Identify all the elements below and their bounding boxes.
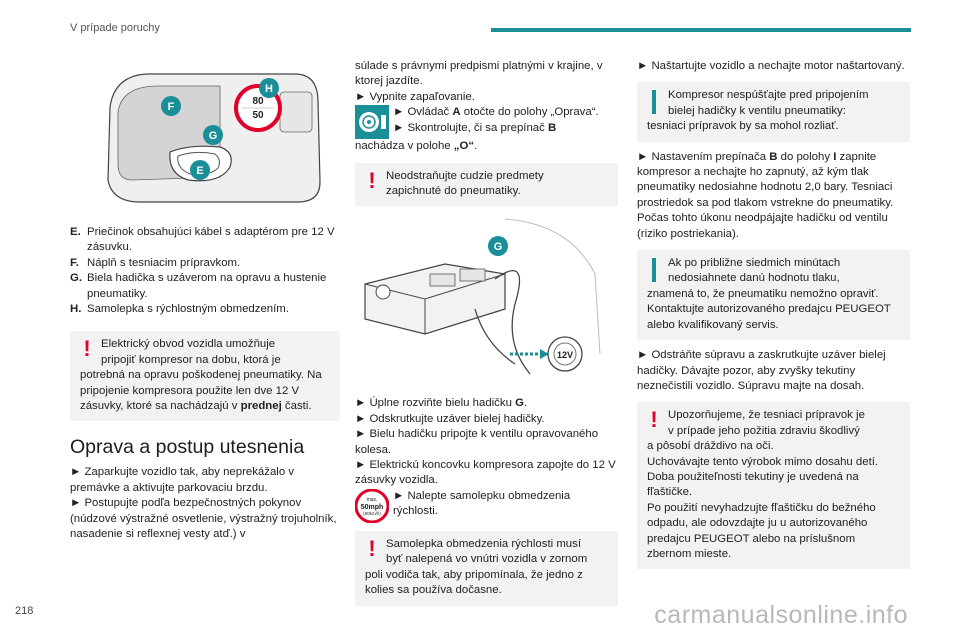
text-bold: I: [833, 150, 837, 163]
legend-list: [70, 225, 340, 317]
text-bold: B: [769, 150, 778, 163]
legend-item-h: [70, 302, 340, 317]
warning-text-line: Neodstraňujte cudzie predmety: [386, 169, 544, 182]
text-part: ► Ovládač: [393, 106, 453, 119]
section-title: Oprava a postup utesnenia: [70, 436, 305, 459]
warning-text-part: potrebná na opravu poškodenej pneumatiky. Na pripojenie kompresora použite len dve 12 V zásuvky, ktoré sa nachádzajú v: [80, 369, 322, 413]
sticker-kmh: (80km/h): [363, 510, 381, 516]
label-h: H: [265, 83, 273, 95]
step-start-engine: ► Naštartujte vozidlo a nechajte motor naštartovaný.: [637, 60, 905, 72]
text-part: ► Úplne rozviňte bielu hadičku: [355, 397, 516, 410]
legend-text: Priečinok obsahujúci kábel s adaptérom pre 12 V zásuvku.: [87, 226, 335, 254]
text-bold: „O“: [453, 140, 475, 153]
legend-key: G.: [70, 272, 83, 285]
warning-box-sticker: [355, 531, 618, 606]
repair-kit-illustration: [70, 52, 340, 217]
legend-item-f: [70, 256, 340, 271]
switch-step: [393, 121, 599, 136]
text-bold: B: [548, 121, 557, 134]
warning-text-part: časti.: [281, 400, 312, 413]
header-accent-bar: [491, 28, 911, 32]
warning-text: Po použití nevyhadzujte fľaštičku do bežného odpadu, ale odovzdajte ju u autorizovaného predajcu PEUGEOT alebo na príslušnom zbernom mieste.: [647, 501, 876, 560]
running-header: V prípade poruchy: [70, 22, 160, 34]
text-bold: A: [452, 106, 461, 119]
sticker-max: max.: [366, 496, 378, 503]
column-1: [70, 52, 340, 543]
info-text-line: bielej hadičky k ventilu pneumatiky:: [668, 104, 846, 117]
warning-text-line: zapichnuté do pneumatiky.: [386, 185, 521, 198]
sticker-step: [355, 489, 618, 523]
sticker-top-text: 80: [252, 96, 264, 107]
legend-item-g: [70, 271, 340, 302]
repair-kit-drawing: [70, 52, 340, 217]
info-icon: [645, 257, 663, 281]
warning-icon: !: [650, 407, 658, 433]
dial-step: [393, 105, 599, 120]
legend-key: H.: [70, 303, 82, 316]
warning-icon: !: [368, 167, 376, 193]
info-text-line: Ak po približne siedmich minútach: [668, 257, 841, 270]
info-box-compressor: [637, 82, 910, 141]
label-f: F: [167, 101, 175, 113]
step-unroll-hose: [355, 396, 618, 411]
warning-text: [80, 368, 330, 414]
warning-icon: !: [83, 336, 91, 362]
warning-text: Doba použiteľnosti tekutiny je uvedená na fľaštičke.: [647, 470, 859, 499]
warning-text-bold: prednej: [240, 400, 282, 413]
step-connect-valve: ► Bielu hadičku pripojte k ventilu opravovaného kolesa.: [355, 428, 599, 456]
text-part: .: [523, 397, 528, 410]
legend-text: Samolepka s rýchlostným obmedzením.: [87, 303, 289, 316]
label-g: G: [208, 130, 218, 142]
warning-text: Uchovávajte tento výrobok mimo dosahu detí.: [647, 455, 879, 468]
warning-box-electrical: [70, 331, 340, 421]
info-icon: [645, 89, 663, 113]
warning-text-line: Elektrický obvod vozidla umožňuje: [101, 338, 276, 351]
warning-box-sealant: [637, 402, 910, 569]
warning-text: a pôsobí dráždivo na oči.: [647, 440, 774, 453]
info-box-pressure: [637, 250, 910, 340]
step-unscrew-cap: ► Odskrutkujte uzáver bielej hadičky.: [355, 412, 545, 425]
page-number: 218: [15, 605, 34, 617]
text-part: .: [474, 140, 478, 153]
text-part: do polohy: [777, 150, 834, 163]
text-part: nachádza v polohe: [355, 140, 454, 153]
warning-text-line: Upozorňujeme, že tesniaci prípravok je: [668, 409, 865, 422]
legend-text: Biela hadička s uzáverom na opravu a hustenie pneumatiky.: [87, 272, 327, 300]
text-bold: G: [515, 397, 524, 410]
compressor-connection-illustration: [355, 214, 618, 392]
warning-text: poli vodiča tak, aby pripomínala, že jedno z kolies sa používa dočasne.: [365, 568, 583, 597]
label-g: G: [493, 241, 503, 254]
controls-text: [393, 105, 599, 136]
warning-text-line: v prípade jeho požitia zdraviu škodlivý: [668, 424, 860, 437]
step-ignition: ► Vypnite zapaľovanie.: [355, 90, 475, 103]
label-e: E: [196, 165, 204, 177]
sticker-bottom-text: 50: [252, 110, 264, 121]
legend-key: F.: [70, 256, 79, 269]
warning-text-line: byť nalepená vo vnútri vozidla v zornom: [386, 553, 588, 566]
text-part: ► Nastavením prepínača: [637, 150, 770, 163]
warning-text-line: Samolepka obmedzenia rýchlosti musí: [386, 537, 581, 550]
compressor-dial-icon: [355, 105, 389, 139]
text-part: zapnite kompresor a nechajte ho zapnutý, až kým tlak pneumatiky nedosiahne hodnotu 2,0 bary. Tesniaci prostriedok sa pod tlakom vstrekne do pneumatiky. Počas tohto úkonu neodpájajte hadičku od ventilu (riziko postriekania).: [637, 150, 894, 240]
continued-text: súlade s právnymi predpismi platnými v krajine, v ktorej jazdíte.: [355, 60, 603, 88]
step-park: ► Zaparkujte vozidlo tak, aby neprekážalo v premávke a aktivujte parkovaciu brzdu.: [70, 466, 295, 494]
info-text: tesniaci prípravok by sa mohol rozliať.: [647, 120, 839, 133]
legend-text: Náplň s tesniacim prípravkom.: [87, 256, 241, 269]
info-text: znamená to, že pneumatiku nemožno opraviť. Kontaktujte autorizovaného predajcu PEUGEOT alebo kvalifikovaný servis.: [647, 287, 891, 331]
compressor-controls-step: [355, 105, 618, 139]
info-text-line: nedosiahnete danú hodnotu tlaku,: [668, 272, 840, 285]
sticker-mph: 50mph: [360, 503, 384, 511]
step-switch-on: [637, 150, 910, 242]
socket-label: 12V: [556, 350, 574, 361]
warning-icon: !: [368, 535, 376, 561]
info-text-line: Kompresor nespúšťajte pred pripojením: [668, 89, 869, 102]
column-2: [355, 59, 618, 614]
warning-box-foreign-objects: [355, 163, 618, 207]
speed-limit-sticker-icon: [355, 489, 389, 523]
step-safety: ► Postupujte podľa bezpečnostných pokynov (núdzové výstražné osvetlenie, výstražný trojuholník, nasadenie si reflexnej vesty atď.) v: [70, 497, 337, 541]
legend-item-e: [70, 225, 340, 256]
step-apply-sticker: ► Nalepte samolepku obmedzenia rýchlosti.: [393, 489, 571, 518]
compressor-drawing: [355, 214, 618, 392]
warning-text-line: pripojiť kompresor na dobu, ktorá je: [101, 353, 281, 366]
text-part: ► Skontrolujte, či sa prepínač: [393, 121, 548, 134]
legend-key: E.: [70, 226, 81, 238]
step-remove-kit: ► Odstráňte súpravu a zaskrutkujte uzáver bielej hadičky. Dávajte pozor, aby zvyšky tekutiny neznečistili vozidlo. Súpravu majte na dosah.: [637, 349, 886, 392]
column-3: [637, 59, 910, 577]
switch-position: [355, 139, 618, 154]
step-plug-socket: ► Elektrickú koncovku kompresora zapojte do 12 V zásuvky vozidla.: [355, 459, 616, 487]
text-part: otočte do polohy „Oprava“.: [460, 106, 599, 119]
watermark: carmanualsonline.info: [654, 601, 908, 629]
